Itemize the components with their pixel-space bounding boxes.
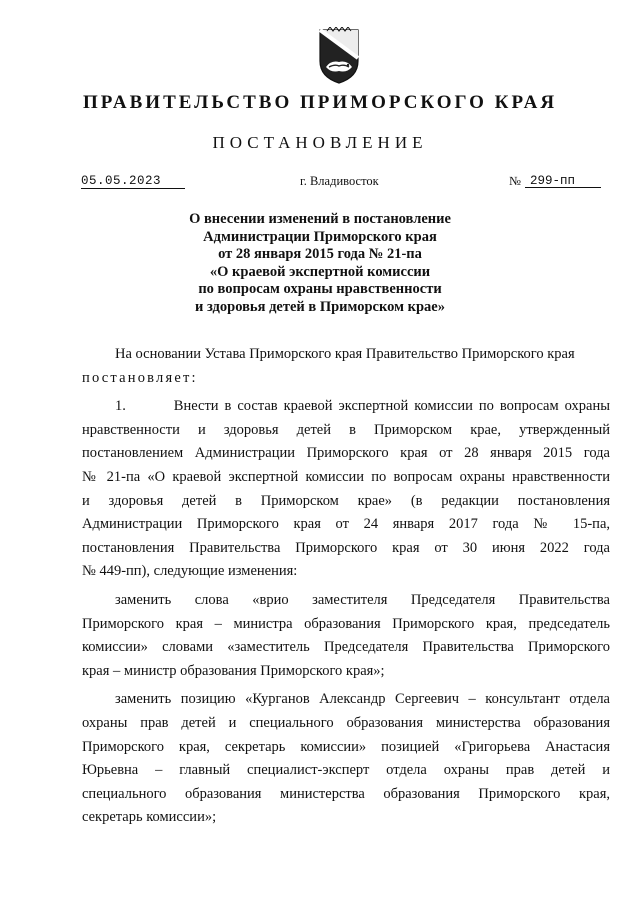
heading-line: и здоровья детей в Приморском крае» bbox=[195, 298, 445, 315]
document-heading bbox=[0, 211, 640, 317]
text-line: края – министр образования Приморского края»; bbox=[82, 662, 385, 679]
heading-line: от 28 января 2015 года № 21-па bbox=[218, 246, 422, 263]
document-date: 05.05.2023 bbox=[81, 174, 185, 189]
document-city: г. Владивосток bbox=[300, 174, 379, 188]
coat-of-arms-emblem bbox=[317, 27, 361, 85]
text-line: охраны прав детей и специального образования министерства образования bbox=[82, 714, 610, 731]
text-line: комиссии» словами «заместитель Председателя Правительства Приморского bbox=[82, 639, 610, 656]
text-line: № 449-пп), следующие изменения: bbox=[82, 563, 298, 580]
change-1-paragraph bbox=[82, 589, 610, 683]
heading-line: по вопросам охраны нравственности bbox=[198, 281, 442, 298]
text-line: На основании Устава Приморского края Правительство Приморского края bbox=[115, 346, 575, 362]
text-line: и здоровья детей в Приморском крае» (в редакции постановления bbox=[82, 492, 610, 509]
text-line: № 21-па «О краевой экспертной комиссии по вопросам охраны нравственности bbox=[82, 468, 610, 485]
text-line: нравственности и здоровья детей в Приморском крае, утвержденный bbox=[82, 421, 610, 438]
text-line: постановления Правительства Приморского края от 30 июня 2022 года bbox=[82, 539, 610, 556]
number-sign: № bbox=[509, 174, 521, 188]
heading-line: О внесении изменений в постановление bbox=[189, 211, 451, 227]
text-line: Приморского края – министра образования Приморского края, председатель bbox=[82, 615, 610, 632]
document-type: ПОСТАНОВЛЕНИЕ bbox=[212, 133, 428, 152]
change-2-paragraph bbox=[82, 688, 610, 830]
text-line: постановляет: bbox=[82, 369, 198, 386]
text-line: заменить позицию «Курганов Александр Сергеевич – консультант отдела bbox=[115, 691, 610, 708]
preamble-paragraph bbox=[82, 343, 610, 390]
text-line: секретарь комиссии»; bbox=[82, 809, 217, 826]
text-line: Администрации Приморского края от 24 января 2017 года № 15-па, bbox=[82, 516, 610, 533]
text-line: 1. Внести в состав краевой экспертной комиссии по вопросам охраны bbox=[115, 398, 610, 415]
text-line: Приморского края, секретарь комиссии» позицией «Григорьева Анастасия bbox=[82, 738, 610, 755]
document-body bbox=[82, 343, 610, 830]
text-line: Юрьевна – главный специалист-эксперт отдела охраны прав детей и bbox=[82, 762, 610, 779]
item-1-paragraph bbox=[82, 395, 610, 584]
document-number: 299-пп bbox=[525, 174, 601, 188]
heading-line: Администрации Приморского края bbox=[203, 228, 437, 245]
heading-line: «О краевой экспертной комиссии bbox=[209, 263, 431, 280]
text-line: специального образования министерства образования Приморского края, bbox=[82, 785, 610, 802]
text-line: заменить слова «врио заместителя Председателя Правительства bbox=[115, 591, 610, 608]
text-line: постановлением Администрации Приморского края от 28 января 2015 года bbox=[82, 445, 610, 462]
government-title: ПРАВИТЕЛЬСТВО ПРИМОРСКОГО КРАЯ bbox=[82, 92, 558, 113]
